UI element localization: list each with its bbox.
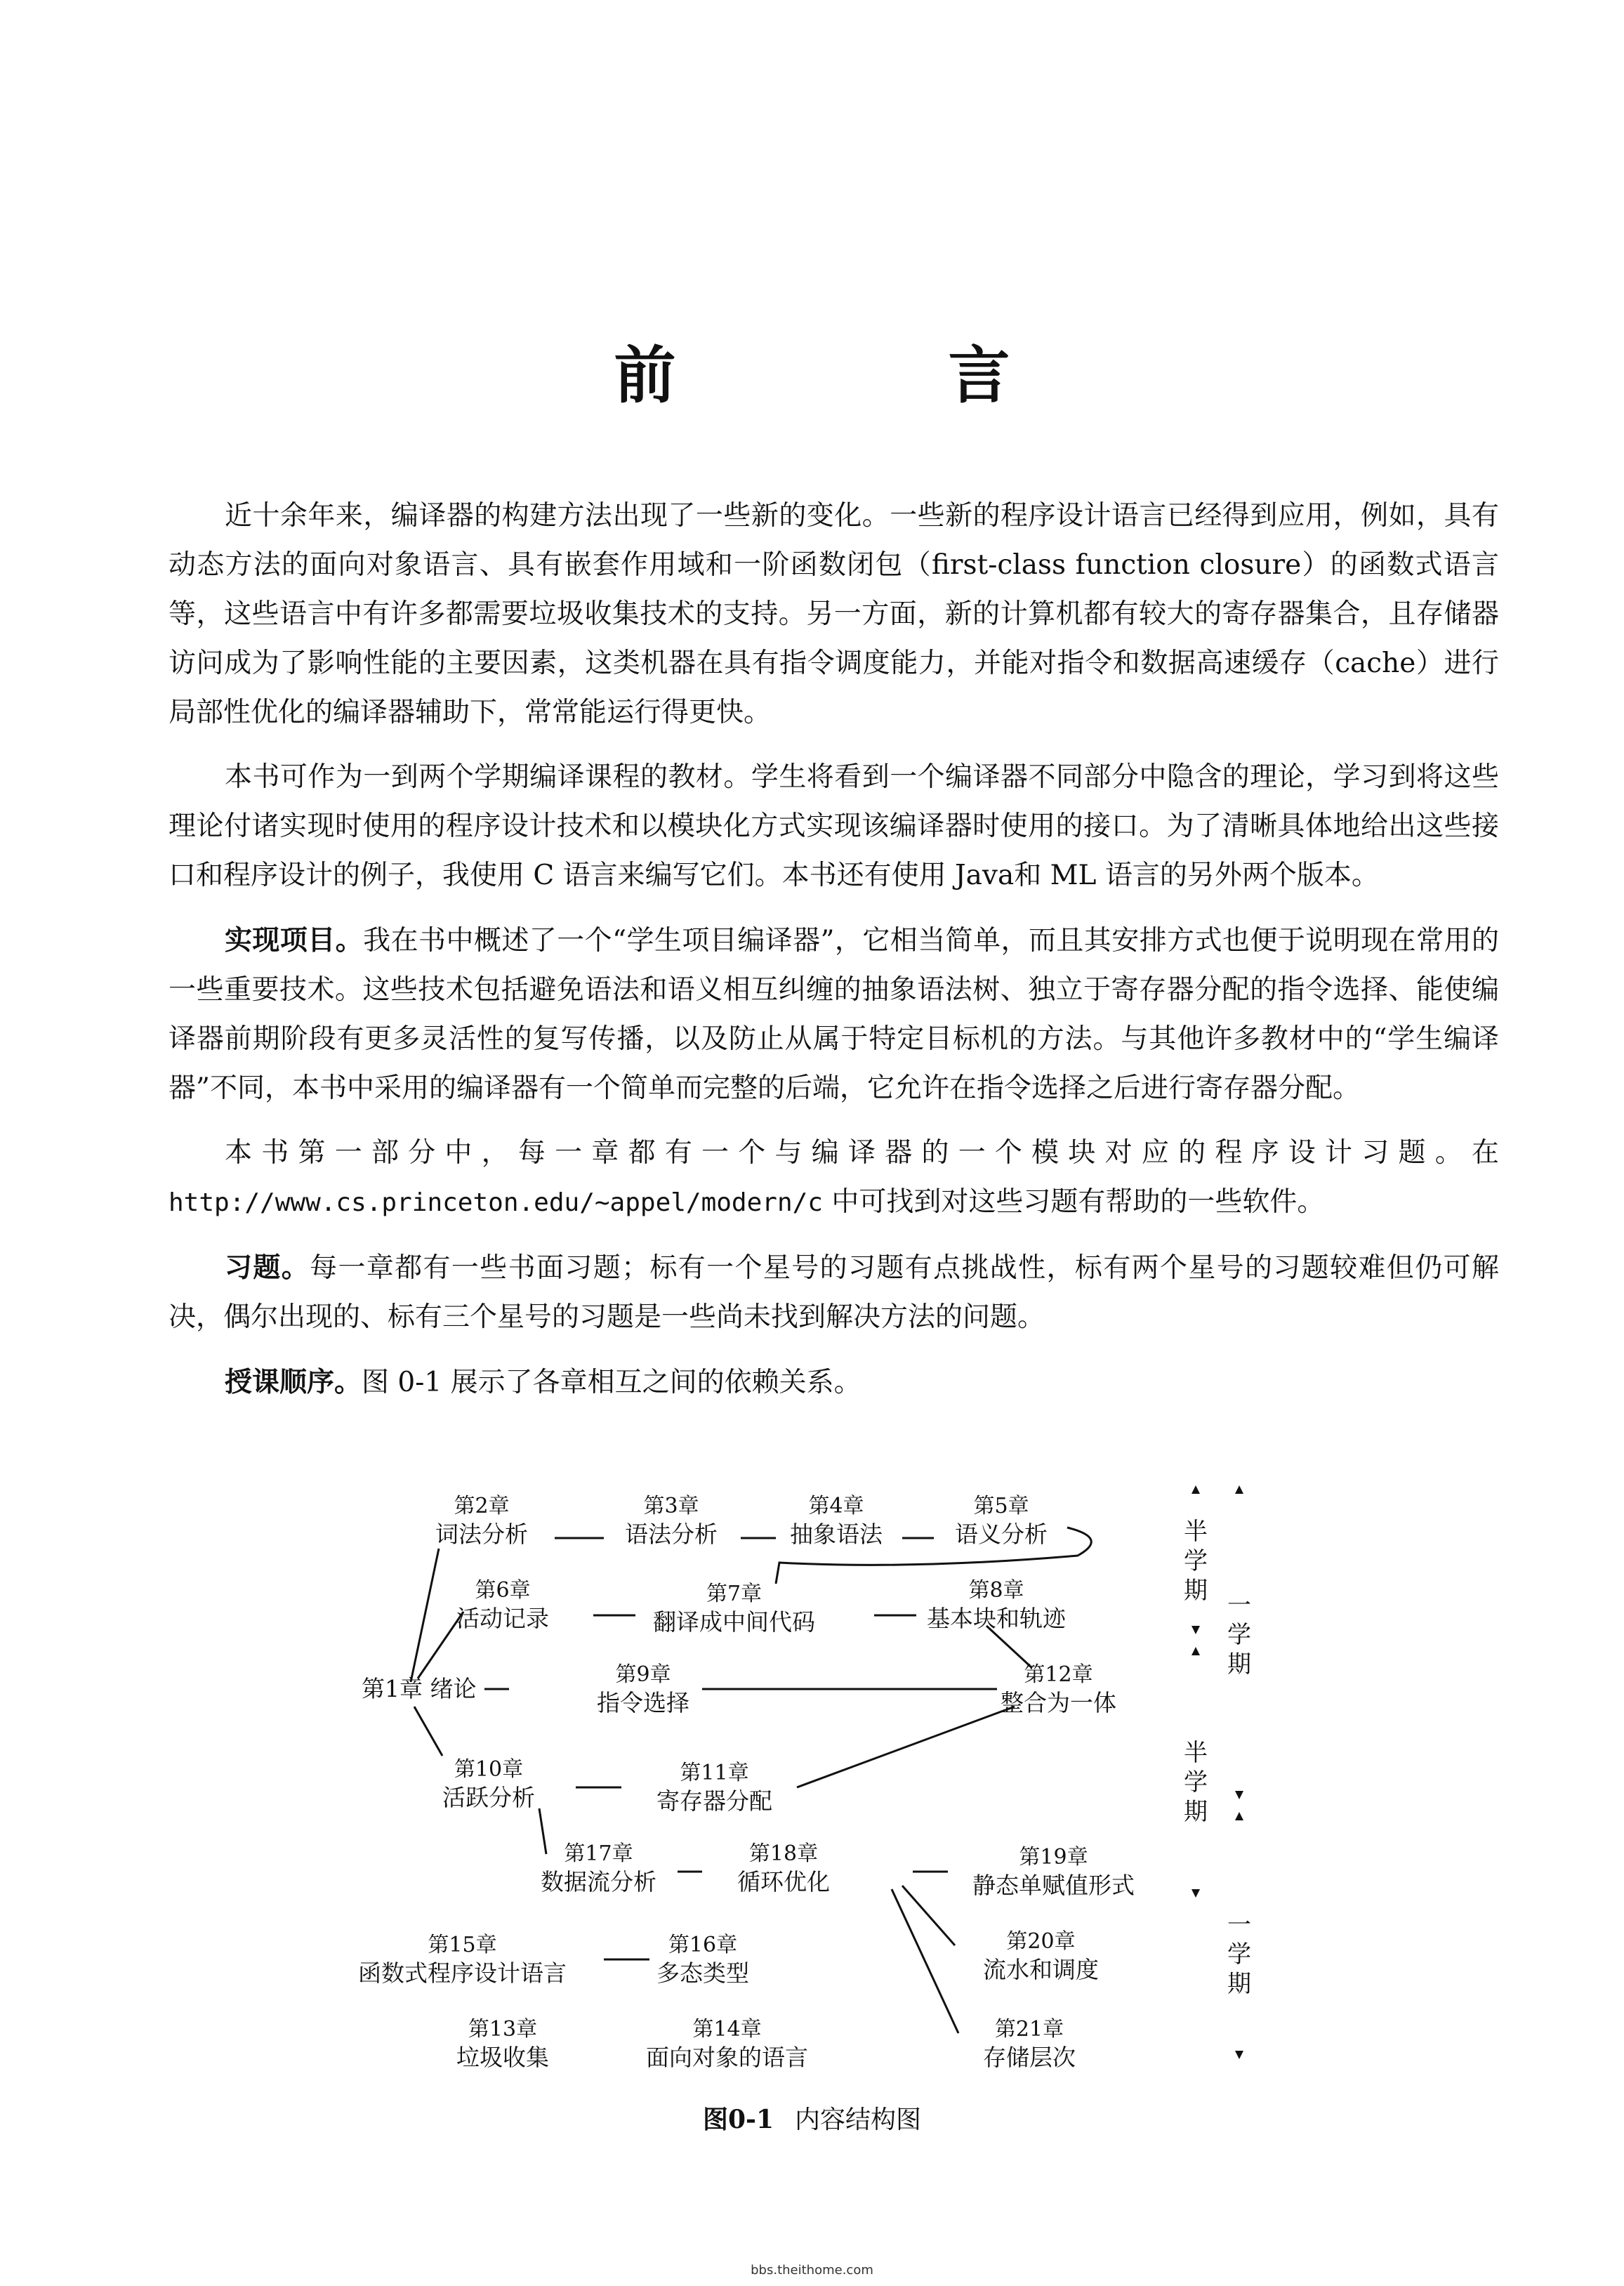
chapter-node-21 [983, 2016, 1076, 2072]
chapter-number: 第14章 [692, 2017, 762, 2042]
chapter-number: 第17章 [564, 1841, 633, 1866]
chapter-node-4 [790, 1492, 883, 1549]
figure-caption [0, 2100, 1624, 2136]
chapter-node-2 [435, 1492, 528, 1549]
chapter-number: 第16章 [668, 1933, 738, 1957]
chapter-number: 第4章 [808, 1494, 864, 1518]
chapter-node-10 [442, 1756, 535, 1812]
project-text: 我在书中概述了一个“学生项目编译器”，它相当简单，而且其安排方式也便于说明现在常用的一些重要技术。这些技术包括避免语法和语义相互纠缠的抽象语法树、独立于寄存器分配的指令选择、能使编译器前期阶段有更多灵活性的复写传播，以及防止从属于特定目标机的方法。与其他许多教材中的“学生编译器”不同，本书中采用的编译器有一个简单而完整的后端，它允许在指令选择之后进行寄存器分配。 [169, 925, 1499, 1104]
chapter-number: 第8章 [968, 1578, 1024, 1603]
chapter-number: 第19章 [1019, 1845, 1088, 1870]
paragraph-intro: 近十余年来，编译器的构建方法出现了一些新的变化。一些新的程序设计语言已经得到应用，例如，具有动态方法的面向对象语言、具有嵌套作用域和一阶函数闭包（first-class function closure）的函数式语言等，这些语言中有许多都需要垃圾收集技术的支持。另一方面，新的计算机都有较大的寄存器集合，且存储器访问成为了影响性能的主要因素，这类机器在具有指令调度能力，并能对指令和数据高速缓存（cache）进行局部性优化的编译器辅助下，常常能运行得更快。 [169, 500, 1499, 728]
chapter-number: 第13章 [468, 2017, 538, 2042]
chapter-title: 活动记录 [456, 1605, 549, 1632]
chapter-title: 语法分析 [625, 1520, 718, 1548]
chapter-node-3 [625, 1492, 718, 1549]
label-one-semester-1: 一学期 [1227, 1591, 1251, 1679]
chapter-number: 第20章 [1006, 1929, 1076, 1954]
exercises-heading: 习题。 [225, 1252, 310, 1284]
chapter-title: 活跃分析 [442, 1784, 535, 1811]
chapter-node-18 [737, 1840, 830, 1896]
chapter-title: 循环优化 [737, 1868, 830, 1896]
chapter-node-19 [972, 1844, 1135, 1900]
chapter-title: 数据流分析 [541, 1868, 656, 1896]
chapter-title: 多态类型 [656, 1959, 749, 1987]
order-heading: 授课顺序。 [225, 1366, 362, 1398]
chapter-node-15 [358, 1931, 567, 1988]
figure-number: 图0-1 [702, 2105, 774, 2134]
chapter-node-7 [653, 1580, 815, 1636]
chapter-number: 第2章 [454, 1494, 510, 1518]
software-url[interactable]: http://www.cs.princeton.edu/~appel/modern/c [169, 1188, 823, 1217]
chapter-node-13 [456, 2016, 549, 2072]
chapter-node-14 [646, 2016, 808, 2072]
chapter-number: 第5章 [973, 1494, 1029, 1518]
chapter-title: 静态单赋值形式 [972, 1872, 1135, 1899]
chapter-title: 寄存器分配 [656, 1787, 772, 1815]
chapter-number: 第11章 [680, 1761, 749, 1785]
chapter-node-5 [955, 1492, 1048, 1549]
chapter-number: 第7章 [706, 1582, 763, 1606]
arrow-down-full1-icon [1235, 1791, 1243, 1799]
chapter-node-8 [927, 1577, 1066, 1633]
chapter-number: 第3章 [643, 1494, 699, 1518]
edge-c1-c10 [414, 1707, 442, 1756]
arrow-down-half1-icon [1191, 1626, 1200, 1634]
chapter-node-20 [983, 1928, 1099, 1984]
arrow-up-full1-icon [1235, 1485, 1243, 1494]
paragraph-textbook: 本书可作为一到两个学期编译课程的教材。学生将看到一个编译器不同部分中隐含的理论，学习到将这些理论付诸实现时使用的程序设计技术和以模块化方式实现该编译器时使用的接口。为了清晰具体地给出这些接口和程序设计的例子，我使用 C 语言来编写它们。本书还有使用 Java和 ML 语言的另外两个版本。 [169, 761, 1499, 891]
link-text-after: 中可找到对这些习题有帮助的一些软件。 [822, 1186, 1325, 1218]
arrow-down-full2-icon [1235, 2051, 1243, 2059]
chapter-node-17 [541, 1840, 656, 1896]
chapter-node-12 [1001, 1661, 1116, 1717]
arrow-up-half2-icon [1191, 1647, 1200, 1655]
chapter-number: 第1章 [362, 1675, 423, 1702]
chapter-title: 绪论 [430, 1675, 477, 1702]
page-title: 前 言 [614, 339, 1116, 412]
chapter-node-1 [362, 1675, 477, 1703]
chapter-number: 第10章 [454, 1757, 524, 1782]
arrow-up-half1-icon [1191, 1485, 1200, 1494]
chapter-title: 整合为一体 [1001, 1689, 1116, 1716]
arrow-up-full2-icon [1235, 1812, 1243, 1820]
chapter-title: 函数式程序设计语言 [358, 1959, 567, 1987]
chapter-title: 词法分析 [435, 1520, 528, 1548]
label-half-semester-1: 半学期 [1184, 1518, 1208, 1605]
chapter-number: 第15章 [428, 1933, 497, 1957]
edge-c11-c12 [797, 1707, 1015, 1787]
chapter-title: 面向对象的语言 [646, 2044, 808, 2071]
label-one-semester-2: 一学期 [1227, 1911, 1251, 1998]
chapter-number: 第9章 [615, 1662, 671, 1687]
chapter-node-9 [597, 1661, 689, 1717]
figure-caption-text: 内容结构图 [795, 2106, 922, 2134]
chapter-node-11 [656, 1759, 772, 1815]
link-text-before: 本书第一部分中，每一章都有一个与编译器的一个模块对应的程序设计习题。在 [225, 1137, 1499, 1169]
chapter-node-6 [456, 1577, 549, 1633]
chapter-node-16 [656, 1931, 749, 1988]
chapter-title: 基本块和轨迹 [927, 1605, 1066, 1632]
page-footer-watermark: bbs.theithome.com [751, 2263, 873, 2278]
chapter-number: 第6章 [475, 1578, 531, 1603]
chapter-title: 存储层次 [983, 2044, 1076, 2071]
arrow-down-half2-icon [1191, 1889, 1200, 1898]
edge-c18-c20 [902, 1886, 955, 1945]
chapter-title: 抽象语法 [790, 1520, 883, 1548]
chapter-number: 第21章 [994, 2017, 1064, 2042]
label-half-semester-2: 半学期 [1184, 1739, 1208, 1826]
edge-c1-c2 [411, 1549, 439, 1682]
chapter-title: 流水和调度 [983, 1956, 1099, 1983]
chapter-title: 翻译成中间代码 [653, 1608, 815, 1636]
chapter-title: 垃圾收集 [456, 2044, 549, 2071]
chapter-number: 第18章 [748, 1841, 819, 1866]
exercises-text: 每一章都有一些书面习题；标有一个星号的习题有点挑战性，标有两个星号的习题较难但仍可解决，偶尔出现的、标有三个星号的习题是一些尚未找到解决方法的问题。 [169, 1252, 1499, 1333]
project-heading: 实现项目。 [225, 924, 364, 957]
chapter-title: 指令选择 [597, 1689, 689, 1716]
chapter-title: 语义分析 [955, 1520, 1048, 1548]
chapter-number: 第12章 [1024, 1662, 1093, 1687]
order-text: 图 0-1 展示了各章相互之间的依赖关系。 [362, 1367, 861, 1398]
